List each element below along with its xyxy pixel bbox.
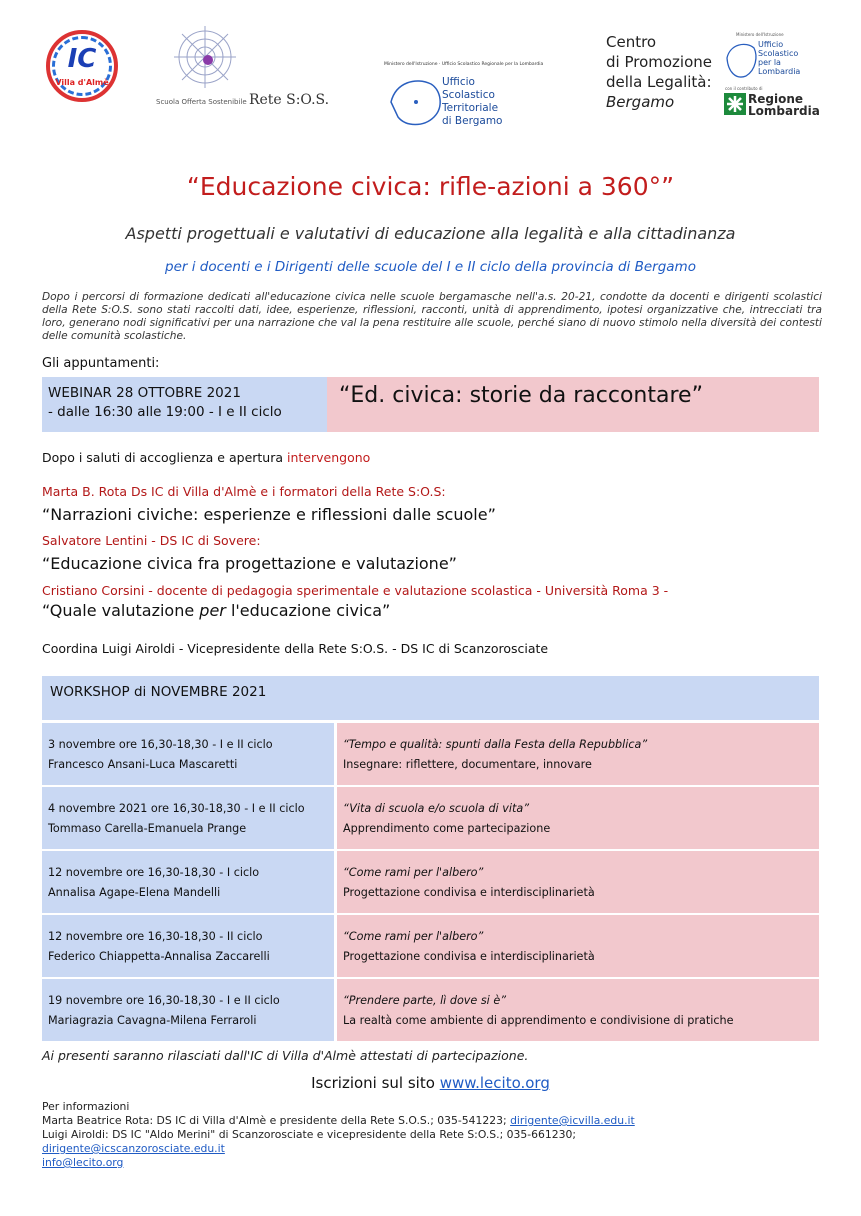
rete-sos-logo-text: Scuola Offerta Sostenibile Rete S:O.S. bbox=[156, 92, 330, 108]
speaker-name: Cristiano Corsini - docente di pedagogia sperimentale e valutazione scolastica - Università Roma 3 - bbox=[42, 583, 669, 598]
workshop-row: 12 novembre ore 16,30-18,30 - I ciclo Annalisa Agape-Elena Mandelli “Come rami per l'albero” Progettazione condivisa e interdisciplinarietà bbox=[42, 851, 819, 913]
webinar-title-cell: “Ed. civica: storie da raccontare” bbox=[327, 377, 819, 432]
speaker-name: Salvatore Lentini - DS IC di Sovere: bbox=[42, 533, 261, 548]
email-link[interactable]: info@lecito.org bbox=[42, 1156, 124, 1169]
lombardia-map-icon bbox=[386, 72, 446, 132]
lombardia-region-icon bbox=[724, 38, 758, 82]
workshop-row: 12 novembre ore 16,30-18,30 - II ciclo Federico Chiappetta-Annalisa Zaccarelli “Come rami per l'albero” Progettazione condivisa e interdisciplinarietà bbox=[42, 915, 819, 977]
ic-villa-almè-logo: IC Villa d'Almè bbox=[46, 30, 118, 102]
contact-info: Per informazioni Marta Beatrice Rota: DS IC di Villa d'Almè e presidente della Rete S.O.S.; 035-541223; dirigente@icvilla.edu.it Luigi Airoldi: DS IC "Aldo Merini" di Scanzorosciate e vicepresidente della Rete S:O.S.; 035-661230; dirigente@icscanzorosciate.edu.it info@lecito.org bbox=[42, 1100, 635, 1169]
page-subtitle: Aspetti progettuali e valutativi di educazione alla legalità e alla cittadinanza bbox=[125, 224, 736, 243]
speaker-name: Marta B. Rota Ds IC di Villa d'Almè e i formatori della Rete S:O.S: bbox=[42, 484, 446, 499]
workshop-row: 3 novembre ore 16,30-18,30 - I e II ciclo Francesco Ansani-Luca Mascaretti “Tempo e qualità: spunti dalla Festa della Repubblica” Insegnare: riflettere, documentare, innovare bbox=[42, 723, 819, 785]
signup-line: Iscrizioni sul sito www.lecito.org bbox=[311, 1074, 550, 1092]
appointments-label: Gli appuntamenti: bbox=[42, 356, 160, 371]
regione-lombardia-mark-icon bbox=[724, 93, 746, 115]
intro-paragraph: Dopo i percorsi di formazione dedicati all'educazione civica nelle scuole bergamasche nell'a.s. 20-21, condotte da docenti e dirigenti scolastici della Rete S:O.S. sono stati raccolti dati, idee, esperienze, riflessioni, racconti, unità di apprendimento, ipotesi organizzative che, intrecciati tra loro, generano nodi significativi per una narrazione che val la pena restituire alle scuole, perché siano di nuovo stimolo nella diversità dei contesti delle comunità scolastiche. bbox=[42, 291, 822, 342]
coordinator-line: Coordina Luigi Airoldi - Vicepresidente della Rete S:O.S. - DS IC di Scanzorosciate bbox=[42, 641, 549, 656]
ust-bergamo-logo: Ministero dell'Istruzione · Ufficio Scolastico Regionale per la Lombardia Ufficio Scolastico Territoriale di Bergamo bbox=[372, 62, 532, 142]
rete-sos-spider-logo bbox=[170, 22, 240, 92]
email-link[interactable]: dirigente@icscanzorosciate.edu.it bbox=[42, 1142, 225, 1155]
workshop-row: 19 novembre ore 16,30-18,30 - I e II ciclo Mariagrazia Cavagna-Milena Ferraroli “Prendere parte, lì dove si è” La realtà come ambiente di apprendimento e condivisione di pratiche bbox=[42, 979, 819, 1041]
speaker-talk-title: “Quale valutazione per l'educazione civica” bbox=[42, 601, 391, 620]
workshop-row: 4 novembre 2021 ore 16,30-18,30 - I e II ciclo Tommaso Carella-Emanuela Prange “Vita di scuola e/o scuola di vita” Apprendimento come partecipazione bbox=[42, 787, 819, 849]
signup-link[interactable]: www.lecito.org bbox=[439, 1074, 550, 1092]
page-title: “Educazione civica: rifle-azioni a 360°” bbox=[186, 172, 675, 201]
attestation-note: Ai presenti saranno rilasciati dall'IC di Villa d'Almè attestati di partecipazione. bbox=[42, 1048, 529, 1063]
webinar-date-cell: WEBINAR 28 OTTOBRE 2021 - dalle 16:30 alle 19:00 - I e II ciclo bbox=[42, 377, 327, 432]
audience-line: per i docenti e i Dirigenti delle scuole del I e II ciclo della provincia di Bergamo bbox=[165, 259, 696, 275]
usr-lombardia-regione-logo: Ministero dell'Istruzione Ufficio Scolastico per la Lombardia con il contributo di Regione Lombardia bbox=[725, 32, 820, 118]
centro-promozione-legalita-logo: Centro di Promozione della Legalità: Bergamo bbox=[606, 33, 712, 111]
greeting-line: Dopo i saluti di accoglienza e apertura intervengono bbox=[42, 450, 371, 465]
speaker-talk-title: “Narrazioni civiche: esperienze e riflessioni dalle scuole” bbox=[42, 505, 496, 524]
workshop-header: WORKSHOP di NOVEMBRE 2021 bbox=[42, 676, 819, 720]
email-link[interactable]: dirigente@icvilla.edu.it bbox=[510, 1114, 635, 1127]
speaker-talk-title: “Educazione civica fra progettazione e valutazione” bbox=[42, 554, 457, 573]
